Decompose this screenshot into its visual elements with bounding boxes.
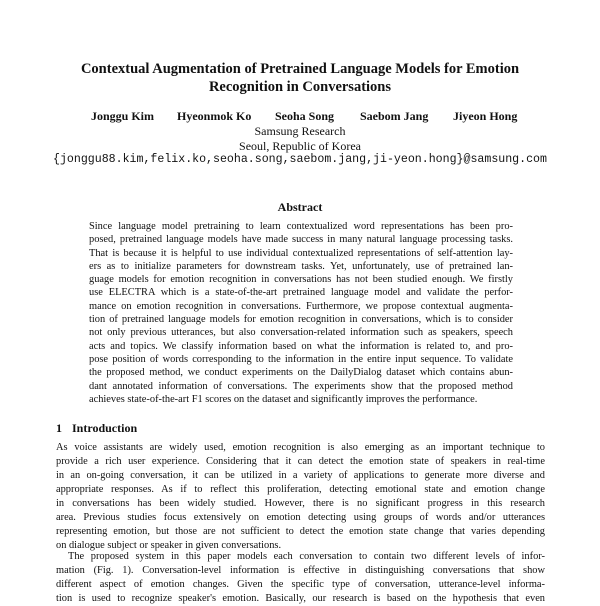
author-name: Hyeonmok Ko xyxy=(177,109,252,123)
abstract-text xyxy=(89,220,513,406)
body-line: representing emotion, but those are not sufficient to detect the emotion state change that varies depending xyxy=(56,526,545,537)
body-line: mation (Fig. 1). Conversation-level information is effective in distinguishing conversations that show xyxy=(56,565,545,576)
author-name: Seoha Song xyxy=(275,109,335,123)
section-heading-introduction xyxy=(56,421,147,436)
abstract-line: dant annotated information of conversations. The experiments show that the proposed method xyxy=(89,380,513,392)
body-line: in an on-going conversation, it can be utilized in a variety of applications to generate more diverse and xyxy=(56,470,545,481)
abstract-line: acts and topics. We classify information based on what the information is related to, and pro- xyxy=(89,340,513,352)
body-line: tion is used to recognize speaker's emotion. Basically, our research is based on the hypothesis that even xyxy=(56,593,545,604)
body-line: area. Previous studies focus extensively on emotion detecting using groups of words and/or utterances xyxy=(56,512,545,523)
author-name: Jiyeon Hong xyxy=(453,109,518,123)
abstract-line: Since language model pretraining to learn contextualized word representations has been pro- xyxy=(89,221,513,232)
body-line: on dialogue subject or speaker in given conversations. xyxy=(56,540,282,551)
body-line: provide a rich user experience. Considering that it can detect the emotion state of speakers in real-time xyxy=(56,456,545,467)
email-addresses: {jonggu88.kim,felix.ko,seoha.song,saebom.jang,ji-yeon.hong}@samsung.com xyxy=(53,153,547,166)
affiliation: Samsung Research xyxy=(254,124,346,138)
location: Seoul, Republic of Korea xyxy=(239,139,361,153)
abstract-line: posed, pretrained language models have made success in many natural language processing tasks. xyxy=(89,234,513,246)
abstract-line: the proposed method, we conduct experiments on the DailyDialog dataset which contains abun- xyxy=(89,367,513,379)
paper-title xyxy=(60,60,540,96)
section-number: 1 xyxy=(56,421,62,435)
intro-paragraph-1 xyxy=(56,441,545,553)
abstract-line: guage models for emotion recognition in conversations has not been studied enough. We firstly xyxy=(89,274,513,286)
title-line-1: Contextual Augmentation of Pretrained Language Models for Emotion xyxy=(80,61,520,77)
abstract-line: tion of pretrained language models for emotion recognition in conversations, which is to consider xyxy=(89,314,513,326)
intro-paragraph-2 xyxy=(56,550,545,606)
abstract-line: use ELECTRA which is a state-of-the-art pretrained language model and validate the perfor- xyxy=(89,287,513,299)
section-title: Introduction xyxy=(72,421,138,435)
body-line: As voice assistants are widely used, emotion recognition is also emerging as an important technique to xyxy=(56,442,545,453)
author-name: Saebom Jang xyxy=(360,109,429,123)
abstract-line: mance on emotion recognition in conversations. Furthermore, we propose contextual augmenta- xyxy=(89,300,513,312)
abstract-line: ers as to initialize parameters for downstream tasks. Yet, unfortunately, use of pretrained lan- xyxy=(89,260,513,272)
body-line: in conversations has been widely studied. However, there is no significant progress in this research xyxy=(56,498,545,509)
body-line: different aspect of emotion changes. Given the specific type of conversation, utterance-level informa- xyxy=(56,579,545,590)
abstract-line: achieves state-of-the-art F1 scores on the dataset and significantly improves the performance. xyxy=(89,393,478,405)
body-line: The proposed system in this paper models each conversation to contain two different levels of infor- xyxy=(68,551,545,562)
abstract-line: pose position of words corresponding to the information in the entire input sequence. To validate xyxy=(89,353,513,365)
author-name: Jonggu Kim xyxy=(91,109,155,123)
title-line-2: Recognition in Conversations xyxy=(208,79,392,95)
abstract-heading: Abstract xyxy=(277,200,323,214)
abstract-line: That is because it is helpful to use individual contextualized representations of self-attention lay- xyxy=(89,247,513,259)
abstract-line: not only previous utterances, but also conversation-related information such as speakers, speech xyxy=(89,327,513,339)
body-line: appropriate responses. As if to reflect this proliferation, detecting emotional state and emotion change xyxy=(56,484,545,495)
